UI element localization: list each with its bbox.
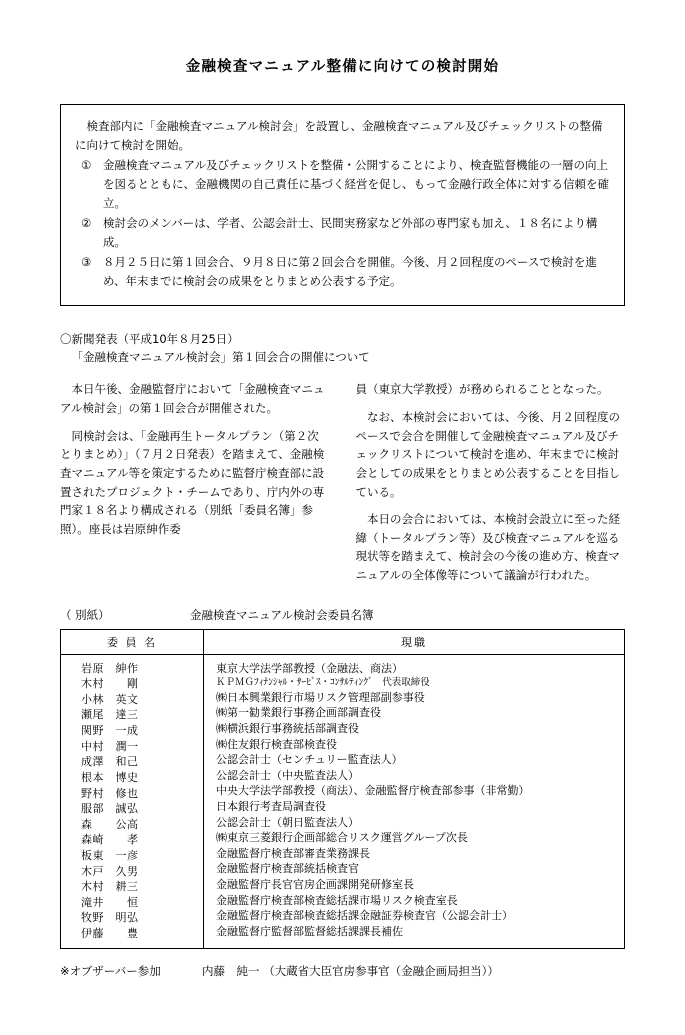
summary-item-number: ③	[81, 255, 92, 270]
list-item: 公認会計士（中央監査法人）	[216, 768, 359, 782]
summary-item-text: 金融検査マニュアル及びチェックリストを整備・公開することにより、検査監督機能の一層の向上を図るとともに、金融機関の自己責任に基づく経営を促し、もって金融行政全体に対する信頼を確立。	[103, 158, 609, 210]
list-item: 森 公高	[81, 817, 139, 831]
list-item: 岩原 紳作	[81, 661, 139, 675]
list-item: 滝井 恒	[81, 895, 139, 909]
list-item: 成澤 和己	[81, 755, 139, 769]
summary-item	[75, 156, 610, 212]
footnote-prefix: ※オブザーバー参加	[60, 963, 161, 978]
table-header-row	[61, 629, 625, 654]
list-item: 小林 英文	[81, 692, 139, 706]
footnote-name: 内藤 純一	[202, 963, 260, 978]
list-item: 金融監督庁検査部審査業務課長	[216, 846, 370, 860]
list-item: ＫＰＭＧﾌｨﾅﾝｼｬﾙ・ｻｰﾋﾞｽ・ｺﾝｻﾙﾃｨﾝｸﾞ 代表取締役	[216, 677, 430, 689]
table-row	[61, 654, 625, 948]
paragraph: 本日午後、金融監督庁において「金融検査マニュアル検討会」の第１回会合が開催された。	[60, 382, 325, 416]
member-names-cell	[61, 654, 204, 948]
paragraph: なお、本検討会においては、今後、月２回程度のペースで会合を開催して金融検査マニュアル及びチェックリストについて検討を進め、年末までに検討会としての成果をとりまとめ公表することを目指している。	[355, 410, 620, 499]
list-item: 金融監督庁検査部検査総括課市場リスク検査室長	[216, 893, 458, 907]
press-release-heading	[60, 330, 625, 367]
list-item: 公認会計士（朝日監査法人）	[216, 815, 359, 829]
list-item: 牧野 明弘	[81, 911, 139, 925]
press-column-right	[356, 380, 626, 584]
list-item: ㈱第一勧業銀行事務企画部調査役	[216, 706, 381, 720]
summary-item-text: 検討会のメンバーは、学者、公認会計士、民間実務家など外部の専門家も加え、１８名により構成。	[103, 216, 598, 249]
list-item: 金融監督庁検査部検査総括課金融証券検査官（公認会計士）	[216, 909, 513, 923]
paragraph: 本日の会合においては、本検討会設立に至った経緯（トータルプラン等）及び検査マニュアルを巡る現状等を踏まえて、検討会の今後の進め方、検査マニュアルの全体像等について議論が行われた。	[355, 512, 620, 583]
summary-lead: 検査部内に「金融検査マニュアル検討会」を設置し、金融検査マニュアル及びチェックリストの整備に向けて検討を開始。	[75, 119, 603, 152]
press-release-title: 〇新聞発表（平成10年８月25日）	[60, 331, 239, 346]
list-item: 服部 誠弘	[81, 802, 139, 816]
list-item: 野村 修也	[81, 786, 139, 800]
list-item: 金融監督庁検査部統括検査官	[216, 862, 359, 876]
list-item: 木村 剛	[81, 677, 139, 691]
summary-item	[75, 253, 610, 290]
attachment-header	[60, 607, 625, 623]
summary-box	[60, 104, 625, 306]
press-column-left	[60, 380, 330, 584]
list-item: 金融監督庁長官官房企画課開発研修室長	[216, 878, 414, 892]
paragraph: 同検討会は、「金融再生トータルプラン（第２次とりまとめ）」（７月２日発表）を踏まえて、金融検査マニュアル等を策定するために監督庁検査部に設置されたプロジェクト・チームであり、庁内外の専門家１８名より構成される（別紙「委員名簿」参照）。座長は岩原紳作委	[60, 428, 325, 536]
attachment-label: （ 別紙）	[60, 607, 110, 622]
list-item: 公認会計士（センチュリー監査法人）	[216, 753, 403, 767]
summary-item-text: ８月２５日に第１回会合、９月８日に第２回会合を開催。今後、月２回程度のペースで検討を進め、年末までに検討会の成果をとりまとめ公表する予定。	[103, 255, 597, 288]
list-item: 中村 潤一	[81, 739, 139, 753]
list-item: 日本銀行考査局調査役	[216, 800, 326, 814]
summary-item-number: ①	[81, 158, 92, 173]
column-header-title: 現職	[204, 629, 625, 654]
member-titles-cell	[204, 654, 625, 948]
column-header-name: 委 員 名	[61, 629, 204, 654]
list-item: 根本 博史	[81, 770, 139, 784]
observer-footnote	[60, 963, 625, 979]
member-list-table	[60, 629, 625, 949]
press-release-subtitle: 「金融検査マニュアル検討会」第１回会合の開催について	[71, 350, 370, 365]
summary-item-number: ②	[81, 216, 92, 231]
list-item: ㈱日本興業銀行市場リスク管理部副参事役	[216, 690, 425, 704]
list-item: 木村 耕三	[81, 880, 139, 894]
list-item: ㈱横浜銀行事務統括部調査役	[216, 721, 359, 735]
summary-item	[75, 214, 610, 251]
list-item: 中央大学法学部教授（商法）、金融監督庁検査部参事（非常勤）	[216, 784, 530, 798]
paragraph: 員（東京大学教授）が務められることとなった。	[355, 382, 609, 397]
list-item: ㈱東京三菱銀行企画部総合リスク運営グループ次長	[216, 831, 468, 845]
page-title: 金融検査マニュアル整備に向けての検討開始	[185, 59, 500, 75]
press-release-body	[60, 380, 625, 584]
footnote-detail: （大蔵省大臣官房参事官（金融企画局担当））	[263, 963, 499, 978]
document-page	[0, 55, 685, 1035]
list-item: ㈱住友銀行検査部検査役	[216, 737, 337, 751]
list-item: 森崎 孝	[81, 833, 139, 847]
list-item: 関野 一成	[81, 724, 139, 738]
list-item: 瀬尾 達三	[81, 708, 139, 722]
list-item: 東京大学法学部教授（金融法、商法）	[216, 661, 403, 675]
list-item: 伊藤 豊	[81, 927, 139, 941]
list-item: 板東 一彦	[81, 848, 139, 862]
list-item: 金融監督庁監督部監督総括課課長補佐	[216, 924, 403, 938]
attachment-title: 金融検査マニュアル検討会委員名簿	[190, 607, 374, 622]
list-item: 木戸 久男	[81, 864, 139, 878]
